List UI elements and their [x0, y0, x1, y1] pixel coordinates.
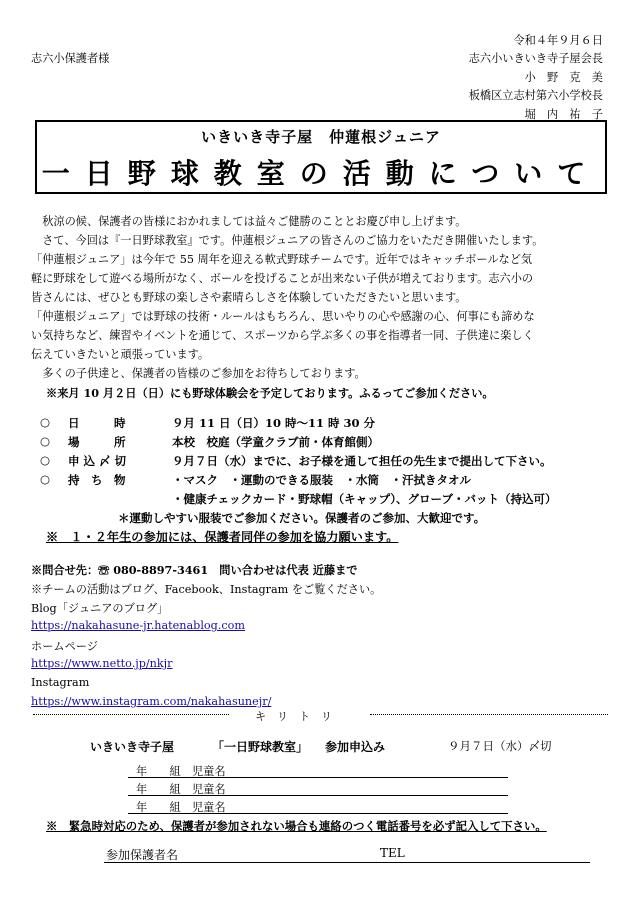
inquiry-contact: ※問合せ先：☏ 080-8897-3461 問い合わせは代表 近藤まで: [31, 563, 358, 577]
title-box: [35, 120, 607, 194]
cut-line-label: キ リ ト リ: [255, 710, 332, 723]
schedule-value-items: ・マスク ・運動のできる服装 ・水筒 ・汗拭きタオル: [172, 473, 471, 487]
schedule-label-items: 持 ち 物: [68, 473, 126, 487]
body-line: 皆さんには、ぜひとも野球の楽しさや素晴らしさを体験していただきたいと思います。: [31, 291, 467, 304]
tel-label: TEL: [380, 846, 405, 860]
homepage-link[interactable]: https://www.netto.jp/nkjr: [31, 657, 173, 670]
homepage-label: ホームページ: [31, 640, 98, 653]
schedule-value-date: ９月 11 日（日）10 時～11 時 30 分: [172, 416, 376, 430]
guardian-tel-field[interactable]: [104, 862, 590, 863]
activity-note: ※チームの活動はブログ、Facebook、Instagram をご覧ください。: [31, 583, 382, 596]
schedule-label-date: 日 時: [68, 416, 126, 430]
bullet-mark: ○: [40, 472, 51, 486]
sender-name-chair: 小 野 克 美: [524, 71, 603, 84]
bullet-mark: ○: [40, 434, 51, 448]
body-line: 多くの子供達と、保護者の皆様のご参加をお待ちしております。: [31, 367, 366, 380]
schedule-value-items-2: ・健康チェックカード・野球帽（キャップ）、グローブ・バット（持込可）: [172, 492, 557, 506]
schedule-value-deadline: ９月７日（水）までに、お子様を通して担任の先生まで提出して下さい。: [172, 454, 552, 468]
parent-accompany-note: ※ １・２年生の参加には、保護者同伴の参加を協力願います。: [46, 530, 399, 544]
page-title: 一日野球教室の活動について: [41, 157, 601, 190]
bullet-mark: ○: [40, 415, 51, 429]
body-line: さて、今回は『一日野球教室』です。仲蓮根ジュニアの皆さんのご協力をいただき開催いたします。: [31, 234, 544, 247]
child-name-label: 年 組 児童名: [136, 783, 226, 796]
recipient: 志六小保護者様: [31, 52, 110, 65]
guardian-name-label: 参加保護者名: [106, 848, 179, 862]
cut-line-right: [370, 714, 608, 715]
form-deadline: ９月７日（水）〆切: [448, 739, 552, 753]
blog-link[interactable]: https://nakahasune-jr.hatenablog.com: [31, 619, 245, 632]
form-apply-label: 参加申込み: [325, 740, 386, 754]
child-name-field[interactable]: [128, 813, 508, 814]
schedule-label-place: 場 所: [68, 435, 126, 449]
emergency-contact-note: ※ 緊急時対応のため、保護者が参加されない場合も連絡のつく電話番号を必ず記入して下さい。: [46, 819, 547, 833]
body-line: 「仲蓮根ジュニア」は今年で 55 周年を迎える軟式野球チームです。近年ではキャッチボールなど気: [31, 253, 533, 266]
body-line: い気持ちなど、練習やイベントを通じて、スポーツから学ぶ多くの事を指導者一同、子供達に楽しく: [31, 329, 534, 342]
child-name-label: 年 組 児童名: [136, 765, 226, 778]
cut-line-left: [33, 714, 229, 715]
next-event-notice: ※来月 10 月２日（日）にも野球体験会を予定しております。ふるってご参加ください。: [46, 386, 494, 400]
body-line: 軽に野球をして遊べる場所がなく、ボールを投げることが出来ない子供が増えております。志六小の: [31, 272, 534, 285]
form-organization: いきいき寺子屋: [90, 740, 175, 754]
body-line: 伝えていきたいと頑張っています。: [31, 348, 210, 361]
sender-name-principal: 堀 内 祐 子: [524, 108, 603, 121]
body-line: 「仲蓮根ジュニア」では野球の技術・ルールはもちろん、思いやりの心や感謝の心、何事にも諦めな: [31, 310, 535, 323]
child-name-field[interactable]: [128, 795, 508, 796]
body-line: 秋涼の候、保護者の皆様におかれましては益々ご健勝のこととお慶び申し上げます。: [31, 215, 467, 228]
dress-note: ＊運動しやすい服装でご参加ください。保護者のご参加、大歓迎です。: [118, 511, 486, 525]
instagram-label: Instagram: [31, 676, 90, 689]
bullet-mark: ○: [40, 453, 51, 467]
instagram-link[interactable]: https://www.instagram.com/nakahasunejr/: [31, 695, 272, 708]
sender-school: 板橋区立志村第六小学校長: [468, 89, 603, 102]
schedule-label-deadline: 申 込 〆 切: [68, 454, 127, 468]
child-name-label: 年 組 児童名: [136, 801, 226, 814]
blog-label: Blog「ジュニアのブログ」: [31, 602, 169, 615]
form-event-name: 「一日野球教室」: [212, 740, 309, 754]
child-name-field[interactable]: [128, 777, 508, 778]
sender-organization: 志六小いきいき寺子屋会長: [468, 52, 603, 65]
schedule-value-place: 本校 校庭（学童クラブ前・体育館側）: [172, 435, 379, 449]
document-date: 令和４年９月６日: [513, 34, 603, 47]
title-subheading: いきいき寺子屋 仲蓮根ジュニア: [201, 128, 441, 146]
